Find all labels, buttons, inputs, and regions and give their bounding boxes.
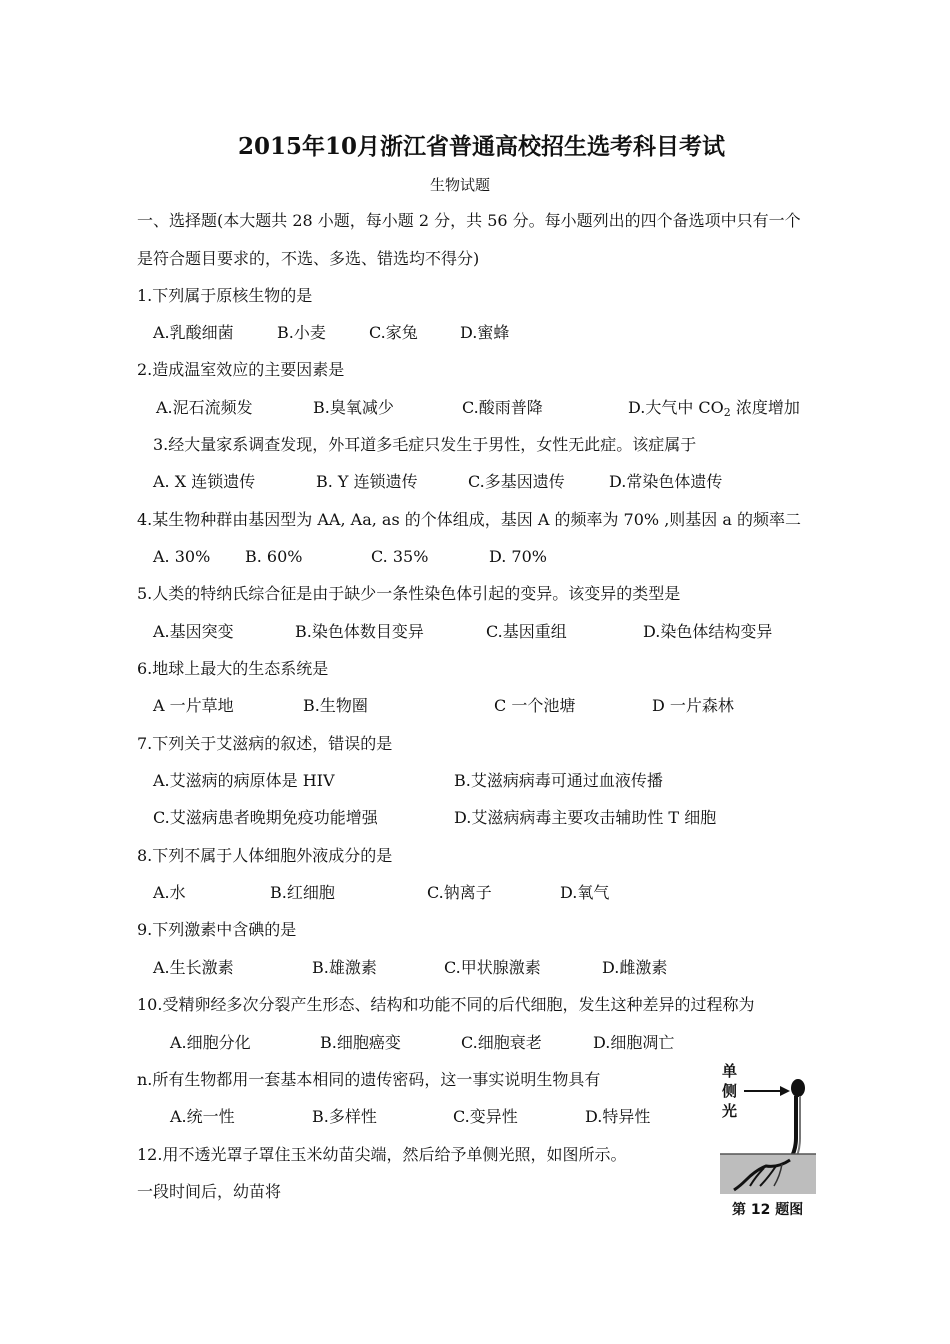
seedling-illustration xyxy=(716,1058,820,1218)
question-1-option-d: D.蜜蜂 xyxy=(460,323,510,342)
question-8-option-d: D.氧气 xyxy=(560,883,610,902)
question-11-option-b: B.多样性 xyxy=(312,1107,377,1126)
question-10-option-d: D.细胞凋亡 xyxy=(593,1033,675,1052)
question-9-option-d: D.雌激素 xyxy=(602,958,668,977)
question-5-option-c: C.基因重组 xyxy=(486,622,567,641)
question-9-option-a: A.生长激素 xyxy=(153,958,234,977)
question-10-option-c: C.细胞衰老 xyxy=(461,1033,542,1052)
question-2-option-d xyxy=(628,398,800,423)
question-stem-5: 5.人类的特纳氏综合征是由于缺少一条性染色体引起的变异。该变异的类型是 xyxy=(137,584,681,603)
question-stem-3: 3.经大量家系调查发现，外耳道多毛症只发生于男性，女性无此症。该症属于 xyxy=(153,435,697,454)
question-3-option-b: B. Y 连锁遗传 xyxy=(316,472,418,491)
exam-subtitle: 生物试题 xyxy=(430,176,491,194)
question-5-option-b: B.染色体数目变异 xyxy=(295,622,424,641)
question-1-option-b: B.小麦 xyxy=(277,323,326,342)
question-2-option-b: B.臭氧减少 xyxy=(313,398,394,417)
seedling-figure xyxy=(716,1058,820,1218)
question-stem-2: 2.造成温室效应的主要因素是 xyxy=(137,360,345,379)
question-stem-4: 4.某生物种群由基因型为 AA, Aa, as 的个体组成，基因 A 的频率为 70% ,则基因 a 的频率二 xyxy=(137,510,801,529)
section-instructions-line2: 是符合题目要求的，不选、多选、错选均不得分) xyxy=(137,249,480,268)
question-10-option-b: B.细胞癌变 xyxy=(320,1033,401,1052)
question-1-option-a: A.乳酸细菌 xyxy=(153,323,234,342)
question-11-option-d: D.特异性 xyxy=(585,1107,651,1126)
co2-suffix: 浓度增加 xyxy=(730,398,800,417)
question-stem-12-continued: 一段时间后，幼苗将 xyxy=(137,1182,282,1201)
question-stem-6: 6.地球上最大的生态系统是 xyxy=(137,659,329,678)
question-2-option-a: A.泥石流频发 xyxy=(156,398,253,417)
question-8-option-c: C.钠离子 xyxy=(427,883,492,902)
question-4-option-b: B. 60% xyxy=(245,547,303,566)
question-9-option-b: B.雄激素 xyxy=(312,958,377,977)
question-stem-10: 10.受精卵经多次分裂产生形态、结构和功能不同的后代细胞，发生这种差异的过程称为 xyxy=(137,995,755,1014)
question-6-option-c: C 一个池塘 xyxy=(494,696,576,715)
co2-subscript: 2 xyxy=(723,406,731,419)
light-label-1: 单 xyxy=(722,1062,738,1080)
question-7-option-c: C.艾滋病患者晚期免疫功能增强 xyxy=(153,808,378,827)
question-stem-9: 9.下列激素中含碘的是 xyxy=(137,920,297,939)
question-4-option-c: C. 35% xyxy=(371,547,429,566)
question-6-option-a: A 一片草地 xyxy=(153,696,234,715)
question-8-option-b: B.红细胞 xyxy=(270,883,335,902)
question-3-option-c: C.多基因遗传 xyxy=(468,472,565,491)
exam-title: 2015年10月浙江省普通高校招生选考科目考试 xyxy=(238,133,726,160)
question-6-option-d: D 一片森林 xyxy=(652,696,734,715)
question-4-option-a: A. 30% xyxy=(153,547,211,566)
question-8-option-a: A.水 xyxy=(153,883,186,902)
question-stem-8: 8.下列不属于人体细胞外液成分的是 xyxy=(137,846,393,865)
question-3-option-d: D.常染色体遗传 xyxy=(609,472,723,491)
question-3-option-a: A. X 连锁遗传 xyxy=(153,472,256,491)
question-9-option-c: C.甲状腺激素 xyxy=(444,958,541,977)
question-1-option-c: C.家兔 xyxy=(369,323,418,342)
question-6-option-b: B.生物圈 xyxy=(303,696,368,715)
light-label-3: 光 xyxy=(722,1102,738,1120)
question-2-option-c: C.酸雨普降 xyxy=(462,398,543,417)
light-label-2: 侧 xyxy=(722,1082,738,1100)
question-stem-7: 7.下列关于艾滋病的叙述，错误的是 xyxy=(137,734,393,753)
co2-prefix: D.大气中 CO xyxy=(628,398,724,417)
question-stem-1: 1.下列属于原核生物的是 xyxy=(137,286,313,305)
question-7-option-b: B.艾滋病病毒可通过血液传播 xyxy=(454,771,663,790)
seedling-stem-icon xyxy=(790,1096,796,1160)
question-11-option-a: A.统一性 xyxy=(170,1107,235,1126)
question-stem-11: n.所有生物都用一套基本相同的遗传密码，这一事实说明生物具有 xyxy=(137,1070,601,1089)
question-5-option-a: A.基因突变 xyxy=(153,622,234,641)
opaque-cap-icon xyxy=(791,1079,805,1097)
figure-caption: 第 12 题图 xyxy=(732,1202,804,1218)
light-arrow-head-icon xyxy=(780,1086,790,1096)
question-7-option-a: A.艾滋病的病原体是 HIV xyxy=(153,771,335,790)
question-5-option-d: D.染色体结构变异 xyxy=(643,622,773,641)
section-instructions-line1: 一、选择题(本大题共 28 小题，每小题 2 分，共 56 分。每小题列出的四个备选项中只有一个 xyxy=(137,211,801,230)
question-10-option-a: A.细胞分化 xyxy=(170,1033,251,1052)
question-4-option-d: D. 70% xyxy=(489,547,547,566)
question-stem-12: 12.用不透光罩子罩住玉米幼苗尖端，然后给予单侧光照，如图所示。 xyxy=(137,1145,627,1164)
question-11-option-c: C.变异性 xyxy=(453,1107,518,1126)
question-7-option-d: D.艾滋病病毒主要攻击辅助性 T 细胞 xyxy=(454,808,717,827)
